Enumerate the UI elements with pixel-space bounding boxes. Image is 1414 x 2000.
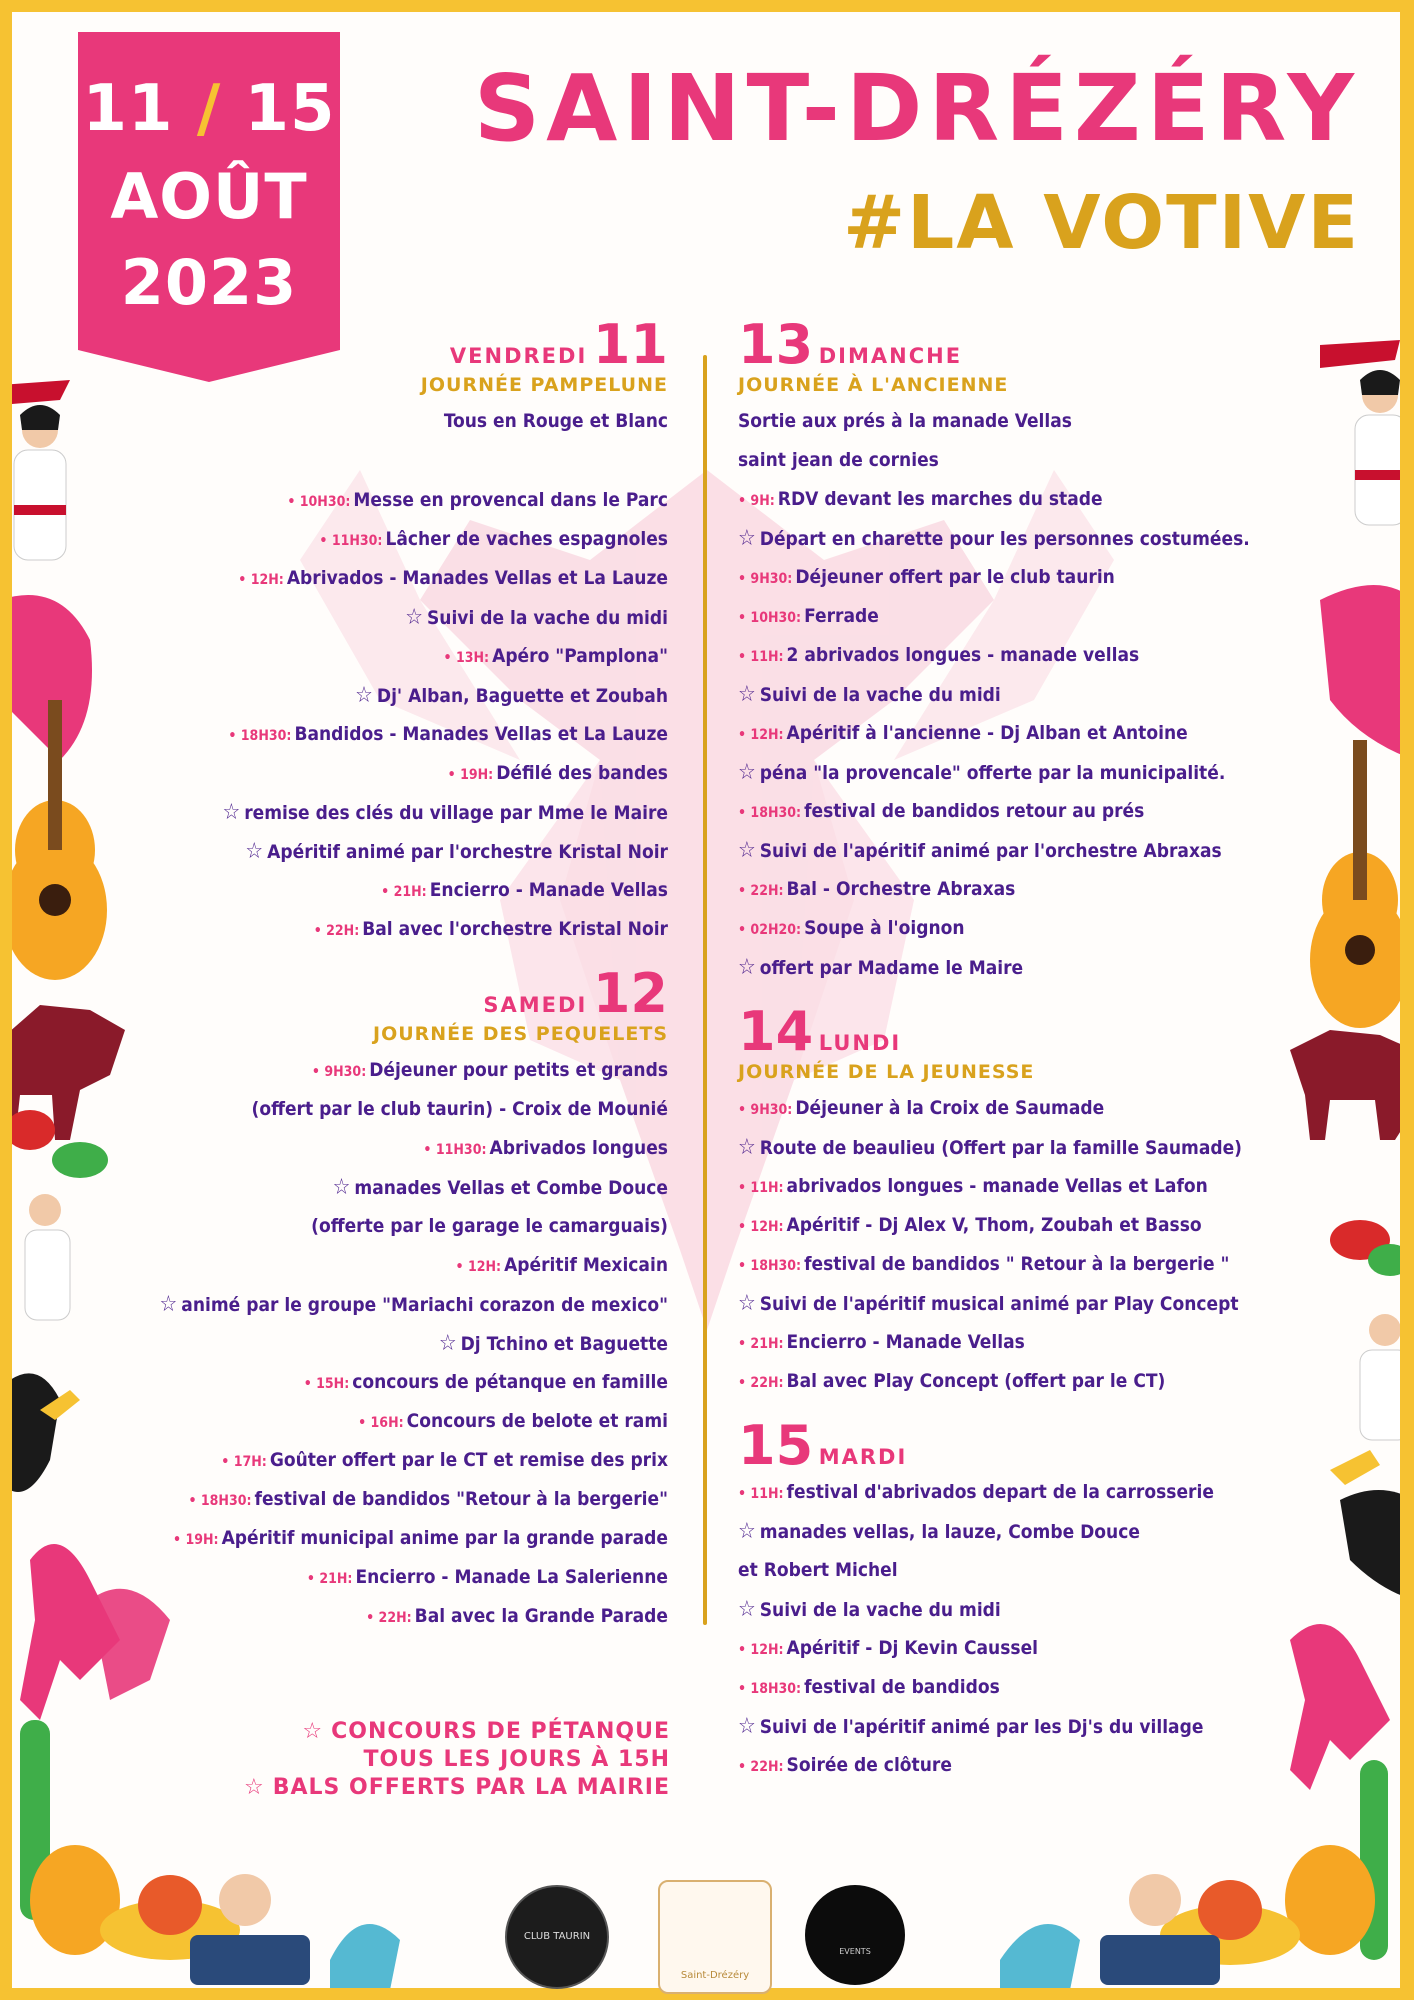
- event-item: [58, 871, 668, 910]
- event-item: [58, 1558, 668, 1597]
- event-time: • 15H:: [303, 1376, 350, 1392]
- event-text: Apéritif animé par l'orchestre Kristal Noir: [267, 841, 668, 863]
- logo-text: CLUB TAURIN: [523, 1931, 591, 1942]
- footer-notes: [200, 1718, 670, 1802]
- event-time: • 18H30:: [738, 1258, 802, 1274]
- event-text: Bal - Orchestre Abraxas: [786, 878, 1016, 900]
- event-text: Apéro "Pamplona": [492, 645, 668, 667]
- star-icon: ☆: [244, 1775, 265, 1800]
- event-item: [58, 598, 668, 637]
- star-icon: ☆: [738, 682, 756, 707]
- event-item: [58, 1519, 668, 1558]
- event-text: Déjeuner pour petits et grands: [369, 1059, 668, 1081]
- logo-text: Saint-Drézéry: [680, 1970, 750, 1981]
- event-time: • 13H:: [443, 650, 490, 666]
- event-text: Bandidos - Manades Vellas et La Lauze: [294, 723, 668, 745]
- event-text: concours de pétanque en famille: [352, 1371, 668, 1393]
- event-text: et Robert Michel: [738, 1559, 898, 1581]
- event-text: Soirée de clôture: [786, 1754, 952, 1776]
- event-text: Défilé des bandes: [496, 762, 668, 784]
- event-text: Tous en Rouge et Blanc: [443, 410, 668, 432]
- event-item: [58, 1480, 668, 1519]
- event-item: [58, 637, 668, 676]
- event-text: Apéritif - Dj Alex V, Thom, Zoubah et Basso: [786, 1214, 1202, 1236]
- event-time: • 19H:: [447, 767, 494, 783]
- town-logo: [658, 1880, 772, 1994]
- event-time: • 22H:: [738, 1759, 784, 1775]
- note-text: CONCOURS DE PÉTANQUE: [331, 1719, 670, 1744]
- star-icon: ☆: [302, 1719, 324, 1744]
- event-time: • 12H:: [738, 727, 784, 743]
- event-text: Bal avec l'orchestre Kristal Noir: [362, 918, 668, 940]
- day-number: 15: [738, 1414, 814, 1477]
- day-theme: JOURNÉE DE LA JEUNESSE: [738, 1061, 1035, 1083]
- event-item: [58, 832, 668, 871]
- event-list: [58, 481, 668, 949]
- event-text: Route de beaulieu (Offert par la famille Saumade): [759, 1137, 1242, 1159]
- event-text: manades vellas, la lauze, Combe Douce: [759, 1521, 1140, 1543]
- event-item: [58, 1207, 668, 1246]
- event-item: [58, 1090, 668, 1129]
- star-icon: ☆: [738, 1519, 756, 1544]
- event-item: [58, 1597, 668, 1636]
- date-slash: /: [196, 72, 222, 146]
- event-time: • 11H:: [738, 1180, 784, 1196]
- day-theme: JOURNÉE PAMPELUNE: [420, 374, 668, 396]
- event-time: • 22H:: [738, 1375, 784, 1391]
- event-text: (offert par le club taurin) - Croix de Mounié: [251, 1098, 668, 1120]
- star-icon: ☆: [738, 760, 756, 785]
- star-icon: ☆: [738, 1291, 756, 1316]
- event-item: [738, 441, 1348, 480]
- star-icon: ☆: [159, 1292, 178, 1317]
- event-text: festival d'abrivados depart de la carrosserie: [786, 1481, 1214, 1503]
- event-item: [58, 1363, 668, 1402]
- event-time: • 12H:: [738, 1642, 784, 1658]
- day-name: MARDI: [818, 1445, 908, 1469]
- event-time: • 9H30:: [738, 1102, 793, 1118]
- event-text: saint jean de cornies: [738, 449, 939, 471]
- day-heading-14: [738, 1000, 1348, 1063]
- event-text: (offerte par le garage le camarguais): [311, 1215, 668, 1237]
- events-logo: [805, 1885, 905, 1985]
- date-range: [78, 72, 340, 146]
- event-item: [738, 1284, 1348, 1323]
- schedule-right-column: [738, 313, 1348, 1785]
- event-time: • 21H:: [381, 884, 427, 900]
- event-item: [58, 1402, 668, 1441]
- day-name: LUNDI: [818, 1031, 902, 1055]
- event-time: • 9H30:: [738, 571, 793, 587]
- event-time: • 18H30:: [188, 1493, 252, 1509]
- event-item: [738, 519, 1348, 558]
- event-item: [738, 558, 1348, 597]
- event-text: Encierro - Manade La Salerienne: [355, 1566, 668, 1588]
- event-item: [738, 402, 1348, 441]
- event-text: Suivi de l'apéritif animé par l'orchestre Abraxas: [759, 840, 1222, 862]
- event-time: • 10H30:: [287, 494, 351, 510]
- event-text: animé par le groupe "Mariachi corazon de mexico": [181, 1294, 668, 1316]
- event-text: Suivi de la vache du midi: [759, 1599, 1001, 1621]
- event-item: [738, 1473, 1348, 1512]
- event-text: Déjeuner à la Croix de Saumade: [795, 1097, 1105, 1119]
- event-time: • 02H20:: [738, 922, 802, 938]
- event-text: Encierro - Manade Vellas: [786, 1331, 1025, 1353]
- day-intro: [58, 402, 668, 441]
- club-taurin-logo: [505, 1885, 609, 1989]
- star-icon: ☆: [355, 683, 373, 708]
- event-text: Apéritif - Dj Kevin Caussel: [786, 1637, 1039, 1659]
- star-icon: ☆: [222, 800, 241, 825]
- event-text: Dj Tchino et Baguette: [460, 1333, 668, 1355]
- event-text: Goûter offert par le CT et remise des prix: [269, 1449, 668, 1471]
- event-text: Dj' Alban, Baguette et Zoubah: [376, 685, 668, 707]
- event-text: festival de bandidos: [804, 1676, 1000, 1698]
- star-icon: ☆: [738, 1597, 756, 1622]
- event-item: [738, 1167, 1348, 1206]
- star-icon: ☆: [738, 1714, 756, 1739]
- event-item: [738, 753, 1348, 792]
- event-time: • 21H:: [306, 1571, 353, 1587]
- event-text: Sortie aux prés à la manade Vellas: [738, 410, 1072, 432]
- event-time: • 22H:: [366, 1610, 412, 1626]
- event-item: [738, 792, 1348, 831]
- note-line: [200, 1718, 670, 1746]
- event-item: [58, 1324, 668, 1363]
- schedule-left-column: [58, 313, 668, 1636]
- logo-text: EVENTS: [839, 1947, 871, 1956]
- star-icon: ☆: [738, 1135, 756, 1160]
- event-text: Apéritif à l'ancienne - Dj Alban et Antoine: [786, 722, 1188, 744]
- event-text: Concours de belote et rami: [406, 1410, 668, 1432]
- star-icon: ☆: [332, 1175, 351, 1200]
- event-list: [738, 402, 1348, 987]
- event-time: • 9H30:: [311, 1064, 367, 1080]
- event-item: [738, 1206, 1348, 1245]
- event-item: [738, 1668, 1348, 1707]
- event-time: • 18H30:: [738, 805, 802, 821]
- event-time: • 11H:: [738, 1486, 784, 1502]
- event-text: Abrivados longues: [489, 1137, 668, 1159]
- day-theme: JOURNÉE À L'ANCIENNE: [738, 374, 1009, 396]
- star-icon: ☆: [405, 605, 423, 630]
- event-text: festival de bandidos retour au prés: [804, 800, 1145, 822]
- event-text: péna "la provencale" offerte par la municipalité.: [759, 762, 1226, 784]
- event-list: [738, 1473, 1348, 1785]
- event-text: Bal avec la Grande Parade: [414, 1605, 668, 1627]
- event-time: • 12H:: [738, 1219, 784, 1235]
- star-icon: ☆: [738, 838, 756, 863]
- event-text: festival de bandidos " Retour à la bergerie ": [804, 1253, 1230, 1275]
- event-item: [58, 1168, 668, 1207]
- day-number: 14: [738, 1000, 814, 1063]
- event-text: Lâcher de vaches espagnoles: [385, 528, 668, 550]
- event-time: • 16H:: [358, 1415, 404, 1431]
- event-item: [738, 636, 1348, 675]
- day-number: 13: [738, 313, 814, 376]
- day-heading-12: [58, 962, 668, 1025]
- day-heading-13: [738, 313, 1348, 376]
- event-item: [58, 793, 668, 832]
- star-icon: ☆: [738, 955, 756, 980]
- star-icon: ☆: [738, 526, 756, 551]
- event-text: Suivi de l'apéritif animé par les Dj's du village: [759, 1716, 1204, 1738]
- day-heading-15: [738, 1414, 1348, 1477]
- event-text: Déjeuner offert par le club taurin: [795, 566, 1115, 588]
- event-item: [738, 1590, 1348, 1629]
- event-item: [58, 676, 668, 715]
- event-text: offert par Madame le Maire: [759, 957, 1024, 979]
- event-item: [58, 715, 668, 754]
- event-item: [738, 1746, 1348, 1785]
- event-item: [738, 675, 1348, 714]
- event-time: • 9H:: [738, 493, 775, 509]
- day-name: VENDREDI: [449, 344, 588, 368]
- event-text: Apéritif Mexicain: [504, 1254, 668, 1276]
- day-theme: JOURNÉE DES PEQUELETS: [373, 1023, 668, 1045]
- day-name: SAMEDI: [483, 993, 588, 1017]
- event-time: • 19H:: [173, 1532, 219, 1548]
- event-item: [738, 714, 1348, 753]
- event-item: [738, 1512, 1348, 1551]
- page-title: SAINT-DRÉZÉRY: [473, 55, 1360, 162]
- event-text: Ferrade: [804, 605, 879, 627]
- event-item: [738, 1245, 1348, 1284]
- event-text: Départ en charette pour les personnes costumées.: [759, 528, 1250, 550]
- event-item: [738, 948, 1348, 987]
- event-text: Apéritif municipal anime par la grande parade: [221, 1527, 668, 1549]
- page-subtitle: #LA VOTIVE: [843, 180, 1360, 266]
- event-text: Encierro - Manade Vellas: [429, 879, 668, 901]
- event-item: [738, 870, 1348, 909]
- event-time: • 10H30:: [738, 610, 802, 626]
- event-text: festival de bandidos "Retour à la bergerie": [254, 1488, 668, 1510]
- event-item: [58, 754, 668, 793]
- event-item: [738, 1629, 1348, 1668]
- event-time: • 21H:: [738, 1336, 784, 1352]
- day-name: DIMANCHE: [818, 344, 963, 368]
- event-item: [58, 1441, 668, 1480]
- event-time: • 12H:: [238, 572, 284, 588]
- event-item: [738, 1707, 1348, 1746]
- event-item: [738, 1362, 1348, 1401]
- column-divider: [703, 355, 707, 1625]
- event-text: remise des clés du village par Mme le Maire: [244, 802, 668, 824]
- event-time: • 18H30:: [738, 1681, 802, 1697]
- day-heading-11: [58, 313, 668, 376]
- note-text: TOUS LES JOURS À 15H: [363, 1747, 670, 1772]
- event-time: • 12H:: [455, 1259, 502, 1275]
- event-text: Soupe à l'oignon: [804, 917, 965, 939]
- note-line: [200, 1746, 670, 1774]
- event-text: manades Vellas et Combe Douce: [354, 1177, 668, 1199]
- event-text: Suivi de la vache du midi: [759, 684, 1001, 706]
- day-number: 11: [592, 313, 668, 376]
- event-text: Suivi de la vache du midi: [426, 607, 668, 629]
- event-text: Messe en provencal dans le Parc: [353, 489, 668, 511]
- event-item: [58, 1285, 668, 1324]
- event-list: [738, 1089, 1348, 1401]
- event-item: [58, 520, 668, 559]
- event-item: [738, 597, 1348, 636]
- event-item: [738, 480, 1348, 519]
- event-item: [58, 1129, 668, 1168]
- event-item: [738, 1551, 1348, 1590]
- event-time: • 11H:: [738, 649, 784, 665]
- note-text: BALS OFFERTS PAR LA MAIRIE: [272, 1775, 670, 1800]
- event-time: • 11H30:: [423, 1142, 487, 1158]
- date-start: 11: [82, 72, 174, 146]
- note-line: [200, 1774, 670, 1802]
- day-number: 12: [592, 962, 668, 1025]
- event-item: [58, 910, 668, 949]
- event-text: Bal avec Play Concept (offert par le CT): [786, 1370, 1166, 1392]
- event-text: RDV devant les marches du stade: [777, 488, 1103, 510]
- event-item: [58, 559, 668, 598]
- event-item: [738, 909, 1348, 948]
- event-item: [58, 1051, 668, 1090]
- event-text: abrivados longues - manade Vellas et Lafon: [786, 1175, 1208, 1197]
- event-text: Suivi de l'apéritif musical animé par Play Concept: [759, 1293, 1239, 1315]
- event-item: [58, 1246, 668, 1285]
- date-end: 15: [244, 72, 336, 146]
- date-month: AOÛT: [110, 160, 308, 233]
- event-time: • 17H:: [221, 1454, 267, 1470]
- event-list: [58, 1051, 668, 1636]
- event-time: • 22H:: [313, 923, 360, 939]
- event-item: [738, 1323, 1348, 1362]
- event-item: [738, 1128, 1348, 1167]
- event-time: • 22H:: [738, 883, 784, 899]
- event-item: [738, 831, 1348, 870]
- date-year: 2023: [120, 246, 298, 319]
- event-item: [738, 1089, 1348, 1128]
- event-time: • 18H30:: [228, 728, 292, 744]
- event-text: 2 abrivados longues - manade vellas: [786, 644, 1140, 666]
- star-icon: ☆: [245, 839, 264, 864]
- event-time: • 11H30:: [319, 533, 383, 549]
- star-icon: ☆: [438, 1331, 457, 1356]
- event-item: [58, 481, 668, 520]
- event-text: Abrivados - Manades Vellas et La Lauze: [286, 567, 668, 589]
